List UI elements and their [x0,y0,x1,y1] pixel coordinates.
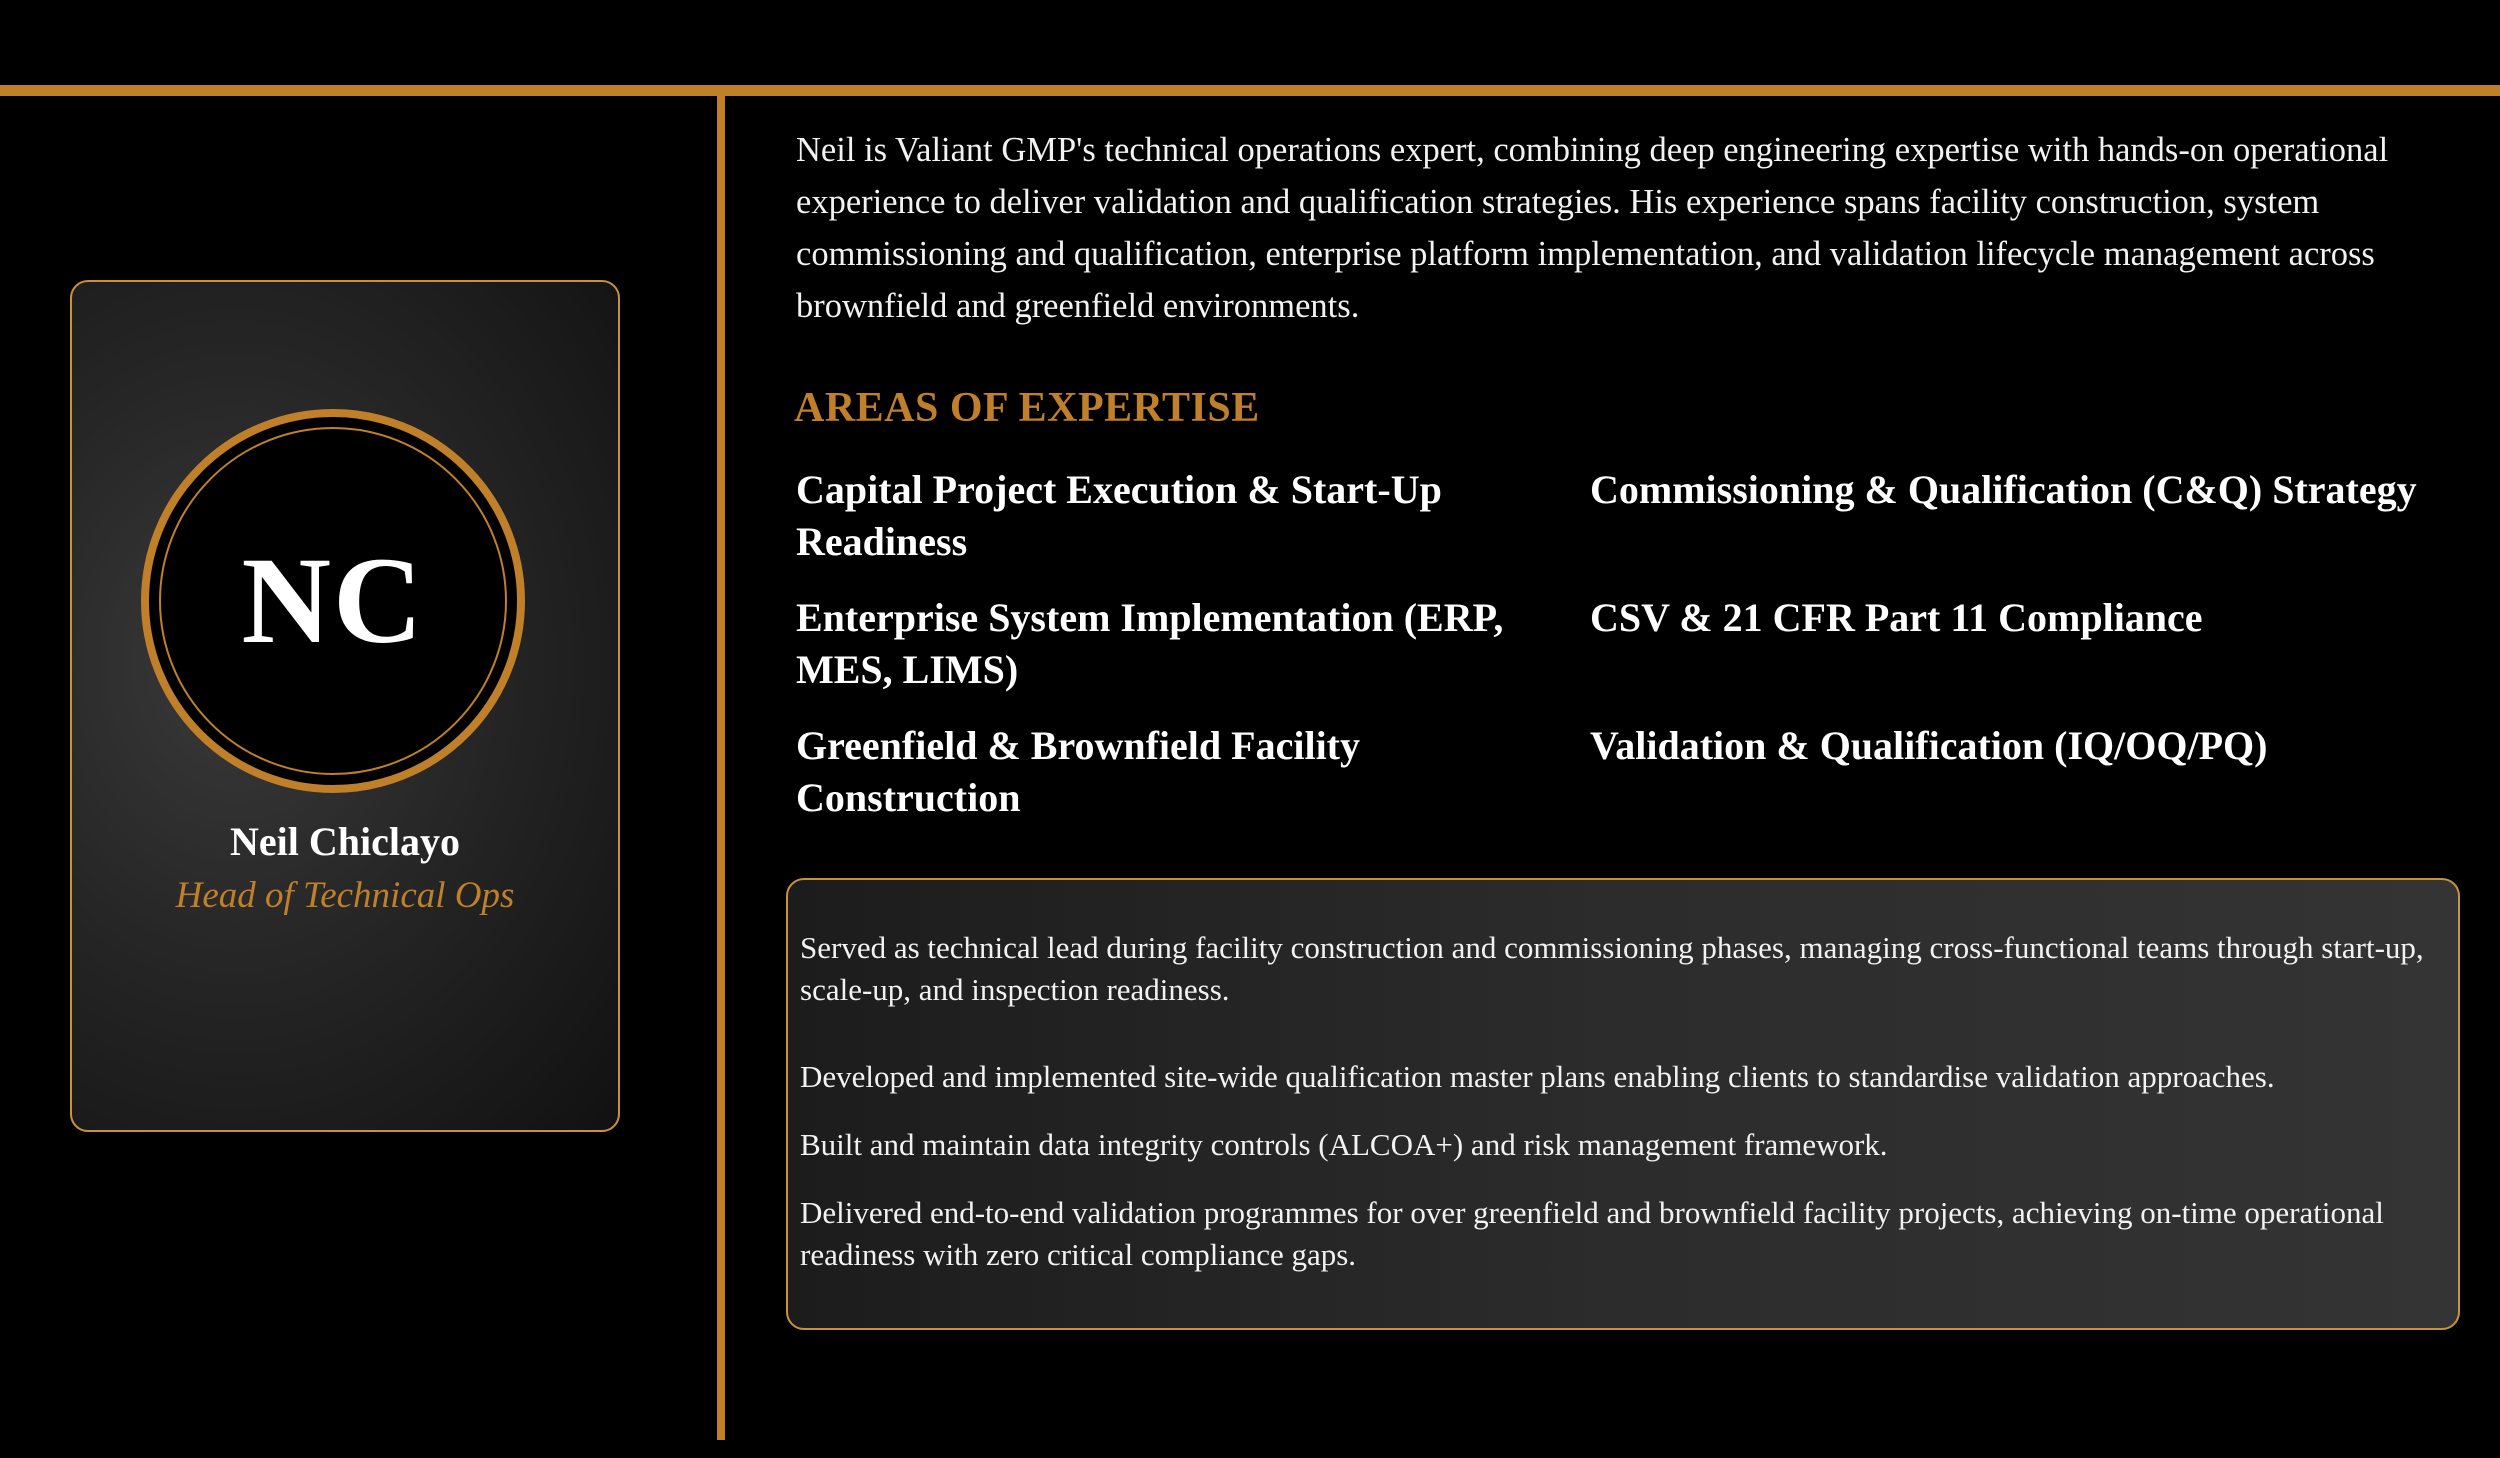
monogram-avatar [141,409,525,793]
vertical-divider [717,96,725,1440]
top-accent-rule [0,85,2500,96]
monogram-inner-ring [159,427,507,775]
achievement-item: Served as technical lead during facility construction and commissioning phases, managing cross-functional teams through start-up, scale-up, and inspection readiness. [800,930,2424,1007]
expertise-item: CSV & 21 CFR Part 11 Compliance [1590,595,2203,640]
monogram-initials: NC [241,532,425,669]
expertise-item: Enterprise System Implementation (ERP, MES, LIMS) [796,595,1504,692]
expertise-item: Commissioning & Qualification (C&Q) Strategy [1590,467,2417,512]
expertise-item: Greenfield & Brownfield Facility Construction [796,723,1361,820]
expertise-item: Capital Project Execution & Start-Up Readiness [796,467,1442,564]
bio-paragraph: Neil is Valiant GMP's technical operations expert, combining deep engineering expertise with hands-on operational experience to deliver validation and qualification strategies. His experience spans facility construction, system commissioning and qualification, enterprise platform implementation, and validation lifecycle management across brownfield and greenfield environments. [796,131,2389,325]
expertise-item: Validation & Qualification (IQ/OQ/PQ) [1590,723,2268,768]
achievement-item: Delivered end-to-end validation programmes for over greenfield and brownfield facility projects, achieving on-time operational readiness with zero critical compliance gaps. [800,1195,2384,1272]
person-role: Head of Technical Ops [175,875,515,916]
achievement-item: Developed and implemented site-wide qualification master plans enabling clients to standardise validation approaches. [800,1059,2275,1094]
expertise-heading: AREAS OF EXPERTISE [794,385,1260,431]
achievement-item: Built and maintain data integrity controls (ALCOA+) and risk management framework. [800,1127,1888,1162]
person-name: Neil Chiclayo [230,819,460,864]
